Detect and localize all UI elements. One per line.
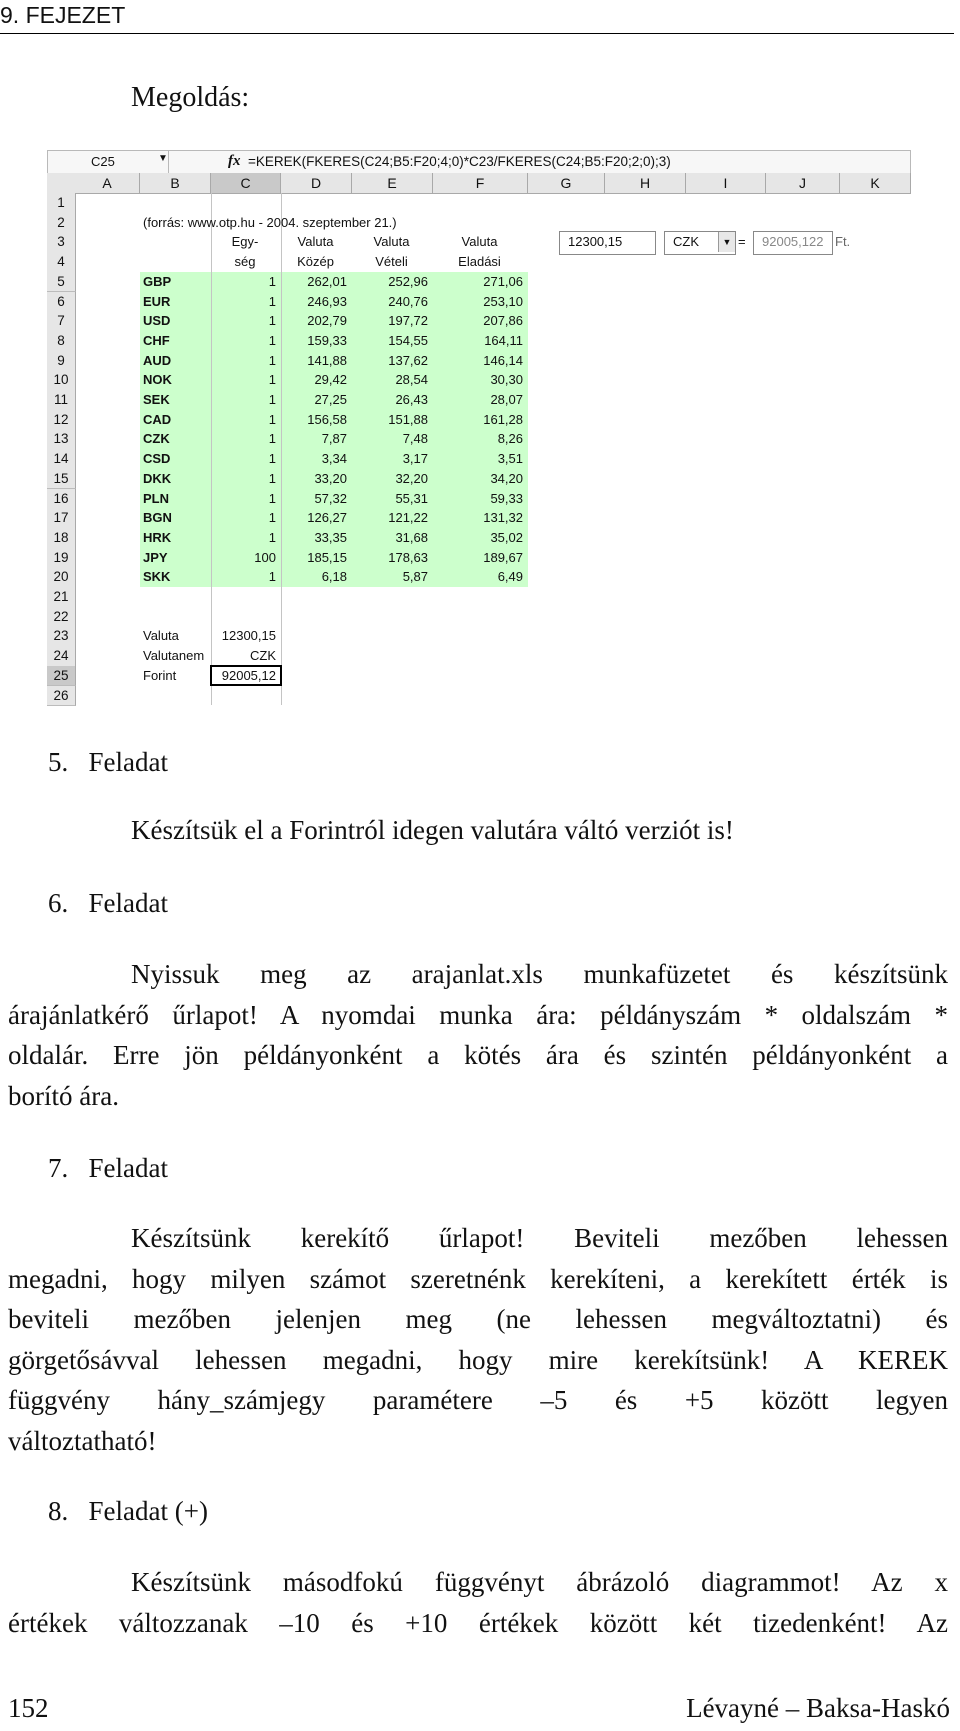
rate-cell[interactable]: 34,20 (490, 470, 523, 486)
rate-cell[interactable]: 5,87 (402, 569, 428, 585)
text-line: Nyissuk meg az arajanlat.xls munkafüzetet és készítsünk (131, 959, 948, 989)
currency-code-cell[interactable]: BGN (143, 510, 172, 526)
task-8-text (8, 1562, 948, 1643)
currency-code-cell[interactable]: NOK (143, 372, 172, 388)
table-header-cell[interactable]: Egy- (231, 234, 259, 250)
task-5-heading: 5. Feladat (48, 747, 168, 777)
formula-input[interactable]: =KEREK(FKERES(C24;B5:F20;4;0)*C23/FKERES(C24;B5:F20;2;0);3) (248, 154, 671, 169)
grid-line (281, 193, 282, 705)
rate-cell[interactable]: 6,49 (497, 569, 523, 585)
rate-cell[interactable]: 30,30 (490, 372, 523, 388)
currency-code-cell[interactable]: USD (143, 313, 171, 329)
rate-cell[interactable]: 240,76 (388, 293, 428, 309)
row-header[interactable]: 8 (47, 331, 76, 352)
page-number: 152 (8, 1693, 49, 1723)
rate-cell[interactable]: 26,43 (395, 392, 428, 407)
row-header[interactable]: 17 (47, 508, 76, 529)
rate-cell[interactable]: 3,17 (402, 451, 428, 467)
rate-cell[interactable]: 33,20 (314, 470, 347, 486)
task-7-heading: 7. Feladat (48, 1153, 168, 1183)
result-output-value: 92005,122 (762, 234, 824, 250)
currency-select[interactable] (664, 231, 736, 255)
row-header[interactable]: 6 (47, 292, 76, 313)
currency-code-cell[interactable]: HRK (143, 529, 172, 545)
chevron-down-icon[interactable]: ▼ (158, 153, 168, 164)
text-line: borító ára. (8, 1080, 119, 1111)
column-header[interactable]: K (840, 173, 911, 194)
label-cell[interactable]: Valutanem (143, 648, 205, 664)
rate-cell[interactable]: 1 (268, 372, 276, 388)
currency-unit-label: Ft. (835, 234, 851, 250)
rate-cell[interactable]: 32,20 (395, 470, 428, 486)
rate-cell[interactable]: 137,62 (388, 352, 428, 368)
rate-cell[interactable]: 27,25 (314, 392, 347, 407)
column-header[interactable]: B (140, 173, 211, 194)
rate-cell[interactable]: 28,54 (395, 372, 428, 388)
rate-cell[interactable]: 178,63 (388, 549, 428, 565)
text-line: oldalár. Erre jön példányonként a kötés ára és szintén példányonként a (8, 1040, 948, 1070)
rate-cell[interactable]: 252,96 (388, 273, 428, 289)
rate-cell[interactable]: 161,28 (483, 411, 523, 427)
column-header[interactable]: A (75, 173, 140, 194)
currency-code-cell[interactable]: SEK (143, 392, 170, 407)
rate-cell[interactable]: 151,88 (388, 411, 428, 427)
rate-cell[interactable]: 1 (268, 273, 276, 289)
solution-label: Megoldás: (131, 82, 250, 113)
currency-code-cell[interactable]: EUR (143, 293, 171, 309)
label-cell[interactable]: Valuta (143, 628, 179, 644)
selected-cell-outline (210, 665, 282, 687)
row-header[interactable]: 2 (47, 213, 76, 234)
equals-sign: = (738, 234, 746, 250)
value-cell[interactable]: CZK (250, 648, 276, 664)
row-header[interactable]: 10 (47, 370, 76, 391)
column-header[interactable]: H (605, 173, 686, 194)
rate-cell[interactable]: 7,87 (321, 431, 347, 447)
rate-cell[interactable]: 3,34 (321, 451, 347, 467)
currency-code-cell[interactable]: CAD (143, 411, 172, 427)
rate-cell[interactable]: 28,07 (490, 392, 523, 407)
row-header[interactable]: 15 (47, 469, 76, 490)
row-header[interactable]: 3 (47, 232, 76, 253)
value-cell[interactable]: 12300,15 (221, 628, 276, 644)
row-header[interactable]: 5 (47, 272, 76, 293)
function-icon[interactable]: fx (228, 153, 241, 169)
rate-cell[interactable]: 154,55 (388, 332, 428, 348)
rate-cell[interactable]: 185,15 (307, 549, 347, 565)
rate-cell[interactable]: 1 (268, 411, 276, 427)
chapter-header (0, 0, 954, 34)
amount-input-value: 12300,15 (568, 234, 623, 250)
source-note-cell[interactable]: (forrás: www.otp.hu - 2004. szeptember 21.) (143, 214, 397, 230)
rate-cell[interactable]: 121,22 (388, 510, 428, 526)
table-header-cell[interactable]: Vételi (375, 254, 408, 270)
rate-cell[interactable]: 197,72 (388, 313, 428, 329)
currency-code-cell[interactable]: CSD (143, 451, 171, 467)
rate-cell[interactable]: 159,33 (307, 332, 347, 348)
name-box[interactable] (48, 151, 169, 173)
rate-cell[interactable]: 253,10 (483, 293, 523, 309)
spreadsheet-screenshot (47, 150, 911, 710)
currency-code-cell[interactable]: PLN (143, 490, 169, 506)
table-header-cell[interactable]: ség (234, 254, 256, 270)
column-header[interactable]: F (433, 173, 528, 194)
select-all-corner[interactable] (47, 173, 76, 194)
chapter-title: 9. FEJEZET (0, 2, 126, 28)
rate-cell[interactable]: 100 (254, 549, 276, 565)
rate-cell[interactable]: 1 (268, 529, 276, 545)
row-header[interactable]: 19 (47, 548, 76, 569)
currency-code-cell[interactable]: CZK (143, 431, 170, 447)
result-output (753, 231, 833, 255)
rate-cell[interactable]: 1 (268, 352, 276, 368)
formula-bar (47, 150, 911, 174)
task-7-text (8, 1218, 948, 1461)
rate-cell[interactable]: 141,88 (307, 352, 347, 368)
row-header[interactable]: 14 (47, 449, 76, 470)
table-header-cell[interactable]: Valuta (461, 234, 498, 250)
row-header[interactable]: 12 (47, 410, 76, 431)
rate-cell[interactable]: 57,32 (314, 490, 347, 506)
currency-select-value: CZK (673, 234, 699, 250)
row-header[interactable]: 26 (47, 686, 76, 707)
rate-cell[interactable]: 1 (268, 470, 276, 486)
rate-cell[interactable]: 1 (268, 293, 276, 309)
column-header[interactable]: C (211, 173, 281, 194)
rate-cell[interactable]: 6,18 (321, 569, 347, 585)
column-header[interactable]: G (528, 173, 605, 194)
task-5-text: Készítsük el a Forintról idegen valutára váltó verziót is! (131, 815, 734, 845)
rate-cell[interactable]: 202,79 (307, 313, 347, 329)
label-cell[interactable]: Forint (143, 667, 177, 683)
chevron-down-icon[interactable]: ▼ (718, 232, 735, 252)
currency-code-cell[interactable]: GBP (143, 273, 172, 289)
rate-cell[interactable]: 1 (268, 569, 276, 585)
text-line: görgetősávval lehessen megadni, hogy mire kerekítsünk! A KEREK (8, 1344, 948, 1375)
rate-cell[interactable]: 7,48 (402, 431, 428, 447)
column-header[interactable]: J (766, 173, 840, 194)
currency-code-cell[interactable]: AUD (143, 352, 172, 368)
row-header[interactable]: 24 (47, 646, 76, 667)
rate-cell[interactable]: 1 (268, 451, 276, 467)
rate-cell[interactable]: 1 (268, 332, 276, 348)
row-header[interactable]: 1 (47, 193, 76, 214)
task-8-heading: 8. Feladat (+) (48, 1496, 208, 1526)
rate-cell[interactable]: 1 (268, 313, 276, 329)
rate-cell[interactable]: 31,68 (395, 529, 428, 545)
rate-cell[interactable]: 3,51 (497, 451, 523, 467)
footer-authors: Lévayné – Baksa-Haskó (686, 1693, 950, 1723)
column-header[interactable]: I (686, 173, 766, 194)
rate-cell[interactable]: 35,02 (490, 529, 523, 545)
rate-cell[interactable]: 156,58 (307, 411, 347, 427)
rate-cell[interactable]: 1 (268, 490, 276, 506)
text-line: Készítsünk kerekítő űrlapot! Beviteli mezőben lehessen (131, 1223, 948, 1253)
rate-cell[interactable]: 271,06 (483, 273, 523, 289)
currency-code-cell[interactable]: DKK (143, 470, 172, 486)
table-header-cell[interactable]: Valuta (297, 234, 334, 250)
value-cell[interactable]: 92005,12 (221, 667, 276, 683)
rate-cell[interactable]: 29,42 (314, 372, 347, 388)
amount-input[interactable] (559, 231, 656, 255)
task-6-heading: 6. Feladat (48, 888, 168, 918)
grid-line (211, 193, 212, 705)
row-header[interactable]: 13 (47, 429, 76, 450)
row-header[interactable]: 18 (47, 528, 76, 549)
rate-cell[interactable]: 126,27 (307, 510, 347, 526)
text-line: beviteli mezőben jelenjen meg (ne lehessen megváltoztatni) és (8, 1304, 948, 1334)
row-header[interactable]: 7 (47, 311, 76, 332)
rate-cell[interactable]: 246,93 (307, 293, 347, 309)
rate-cell[interactable]: 262,01 (307, 273, 347, 289)
table-header-cell[interactable]: Valuta (373, 234, 410, 250)
rate-cell[interactable]: 59,33 (490, 490, 523, 506)
rate-cell[interactable]: 1 (268, 431, 276, 447)
row-header[interactable]: 4 (47, 252, 76, 273)
rate-cell[interactable]: 33,35 (314, 529, 347, 545)
rate-cell[interactable]: 164,11 (484, 332, 523, 348)
row-header[interactable]: 16 (47, 489, 76, 510)
table-header-cell[interactable]: Eladási (458, 254, 501, 270)
row-header[interactable]: 21 (47, 587, 76, 608)
row-header[interactable]: 20 (47, 567, 76, 588)
column-header[interactable]: E (352, 173, 433, 194)
currency-code-cell[interactable]: CHF (143, 332, 170, 348)
row-header[interactable]: 25 (47, 666, 76, 687)
text-line: megadni, hogy milyen számot szeretnénk kerekíteni, a kerekített érték is (8, 1263, 948, 1294)
rate-cell[interactable]: 1 (268, 392, 276, 407)
task-6-text (8, 954, 948, 1116)
currency-code-cell[interactable]: JPY (143, 549, 168, 565)
currency-code-cell[interactable]: SKK (143, 569, 171, 585)
text-line: függvény hány_számjegy paramétere –5 és +5 között legyen (8, 1385, 948, 1415)
rate-cell[interactable]: 55,31 (395, 490, 428, 506)
rate-cell[interactable]: 146,14 (483, 352, 523, 368)
text-line: Készítsünk másodfokú függvényt ábrázoló diagrammot! Az x (131, 1567, 948, 1597)
row-header[interactable]: 22 (47, 607, 76, 628)
row-header[interactable]: 9 (47, 351, 76, 372)
row-header[interactable]: 11 (47, 390, 76, 411)
row-header[interactable]: 23 (47, 626, 76, 647)
rate-cell[interactable]: 207,86 (483, 313, 523, 329)
column-header[interactable]: D (281, 173, 352, 194)
table-header-cell[interactable]: Közép (297, 254, 334, 270)
rate-cell[interactable]: 1 (268, 510, 276, 526)
rate-cell[interactable]: 8,26 (497, 431, 523, 447)
text-line: árajánlatkérő űrlapot! A nyomdai munka ára: példányszám * oldalszám * (8, 999, 948, 1030)
rate-cell[interactable]: 131,32 (483, 510, 523, 526)
column-headers (47, 173, 911, 193)
text-line: változtatható! (8, 1425, 157, 1456)
rate-cell[interactable]: 189,67 (483, 549, 523, 565)
name-box-value: C25 (91, 154, 115, 169)
text-line: értékek változzanak –10 és +10 értékek között két tizedenként! Az (8, 1607, 948, 1638)
